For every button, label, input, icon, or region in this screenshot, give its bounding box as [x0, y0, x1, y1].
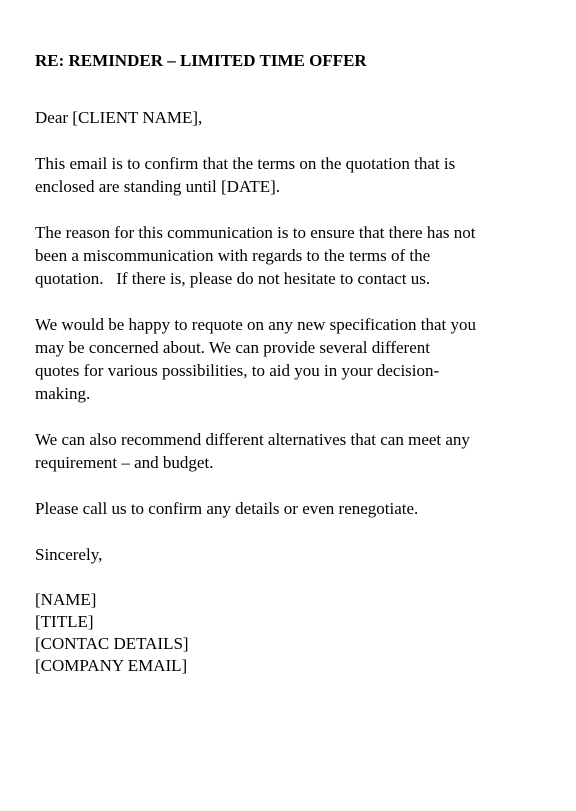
letter-page	[35, 49, 555, 677]
text-line: requirement – and budget.	[35, 453, 214, 472]
text-line: enclosed are standing until [DATE].	[35, 177, 281, 196]
salutation: Dear [CLIENT NAME],	[35, 108, 203, 127]
text-line: may be concerned about. We can provide several different	[35, 338, 430, 357]
paragraph-alternatives	[35, 428, 555, 474]
text-line: We can also recommend different alternatives that can meet any	[35, 430, 470, 449]
signature-title: [TITLE]	[35, 612, 94, 631]
signature-block	[35, 589, 555, 677]
text-line: been a miscommunication with regards to the terms of the	[35, 246, 431, 265]
paragraph-call-us	[35, 497, 555, 520]
closing: Sincerely,	[35, 545, 103, 564]
text-line: This email is to confirm that the terms on the quotation that is	[35, 154, 456, 173]
text-line: The reason for this communication is to ensure that there has not	[35, 223, 476, 242]
text-line: Please call us to confirm any details or even renegotiate.	[35, 499, 419, 518]
paragraph-confirm-terms	[35, 152, 555, 198]
text-line: quotation. If there is, please do not hesitate to contact us.	[35, 269, 431, 288]
signature-company-email: [COMPANY EMAIL]	[35, 656, 188, 675]
text-line: making.	[35, 384, 91, 403]
closing-paragraph	[35, 543, 555, 566]
paragraph-requote	[35, 313, 555, 405]
signature-name: [NAME]	[35, 590, 97, 609]
signature-contact-details: [CONTAC DETAILS]	[35, 634, 189, 653]
text-line: quotes for various possibilities, to aid you in your decision-	[35, 361, 440, 380]
text-line: We would be happy to requote on any new specification that you	[35, 315, 476, 334]
paragraph-reason	[35, 221, 555, 290]
salutation-paragraph	[35, 106, 555, 129]
letter-subject: RE: REMINDER – LIMITED TIME OFFER	[35, 51, 367, 70]
